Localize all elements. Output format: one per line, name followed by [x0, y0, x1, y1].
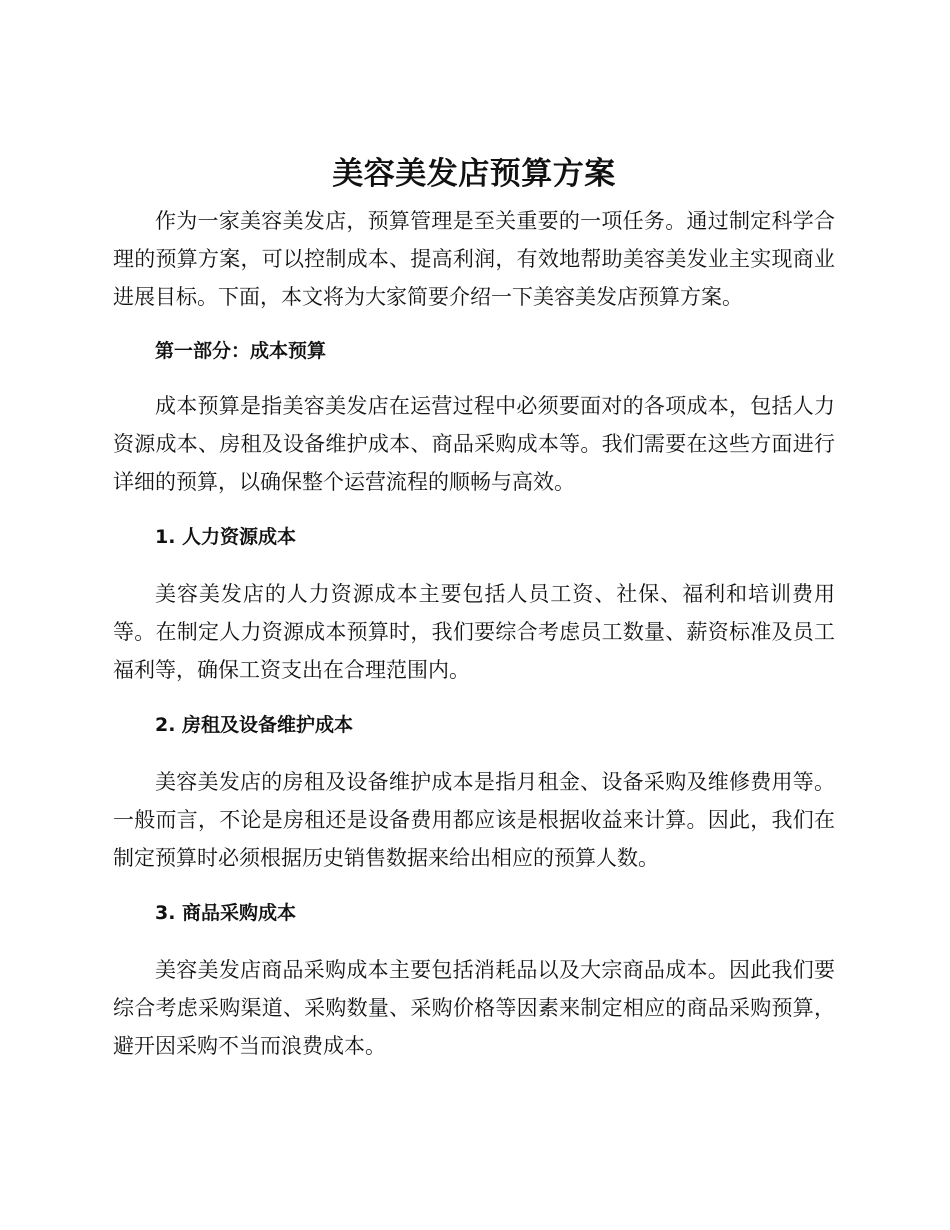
document-title: 美容美发店预算方案: [332, 156, 616, 192]
subsection-paragraph-rent-equipment-cost: 美容美发店的房租及设备维护成本是指月租金、设备采购及维修费用等。一般而言，不论是房租还是设备费用都应该是根据收益来计算。因此，我们在制定预算时必须根据历史销售数据来给出相应的预算人数。: [113, 770, 835, 870]
subsection-paragraph-procurement-cost: 美容美发店商品采购成本主要包括消耗品以及大宗商品成本。因此我们要综合考虑采购渠道、采购数量、采购价格等因素来制定相应的商品采购预算，避开因采购不当而浪费成本。: [113, 958, 835, 1058]
subsection-heading-procurement-cost: 3. 商品采购成本: [155, 902, 297, 924]
section-heading-cost-budget: 第一部分：成本预算: [155, 340, 327, 362]
subsection-paragraph-hr-cost: 美容美发店的人力资源成本主要包括人员工资、社保、福利和培训费用等。在制定人力资源成本预算时，我们要综合考虑员工数量、薪资标准及员工福利等，确保工资支出在合理范围内。: [113, 582, 835, 682]
subsection-heading-hr-cost: 1. 人力资源成本: [155, 526, 297, 548]
document-content: [113, 148, 835, 1065]
intro-paragraph: 作为一家美容美发店，预算管理是至关重要的一项任务。通过制定科学合理的预算方案，可以控制成本、提高利润，有效地帮助美容美发业主实现商业进展目标。下面，本文将为大家简要介绍一下美容美发店预算方案。: [113, 209, 835, 309]
subsection-heading-rent-equipment-cost: 2. 房租及设备维护成本: [155, 714, 354, 736]
section-paragraph-cost-budget: 成本预算是指美容美发店在运营过程中必须要面对的各项成本，包括人力资源成本、房租及设备维护成本、商品采购成本等。我们需要在这些方面进行详细的预算，以确保整个运营流程的顺畅与高效。: [113, 394, 835, 494]
